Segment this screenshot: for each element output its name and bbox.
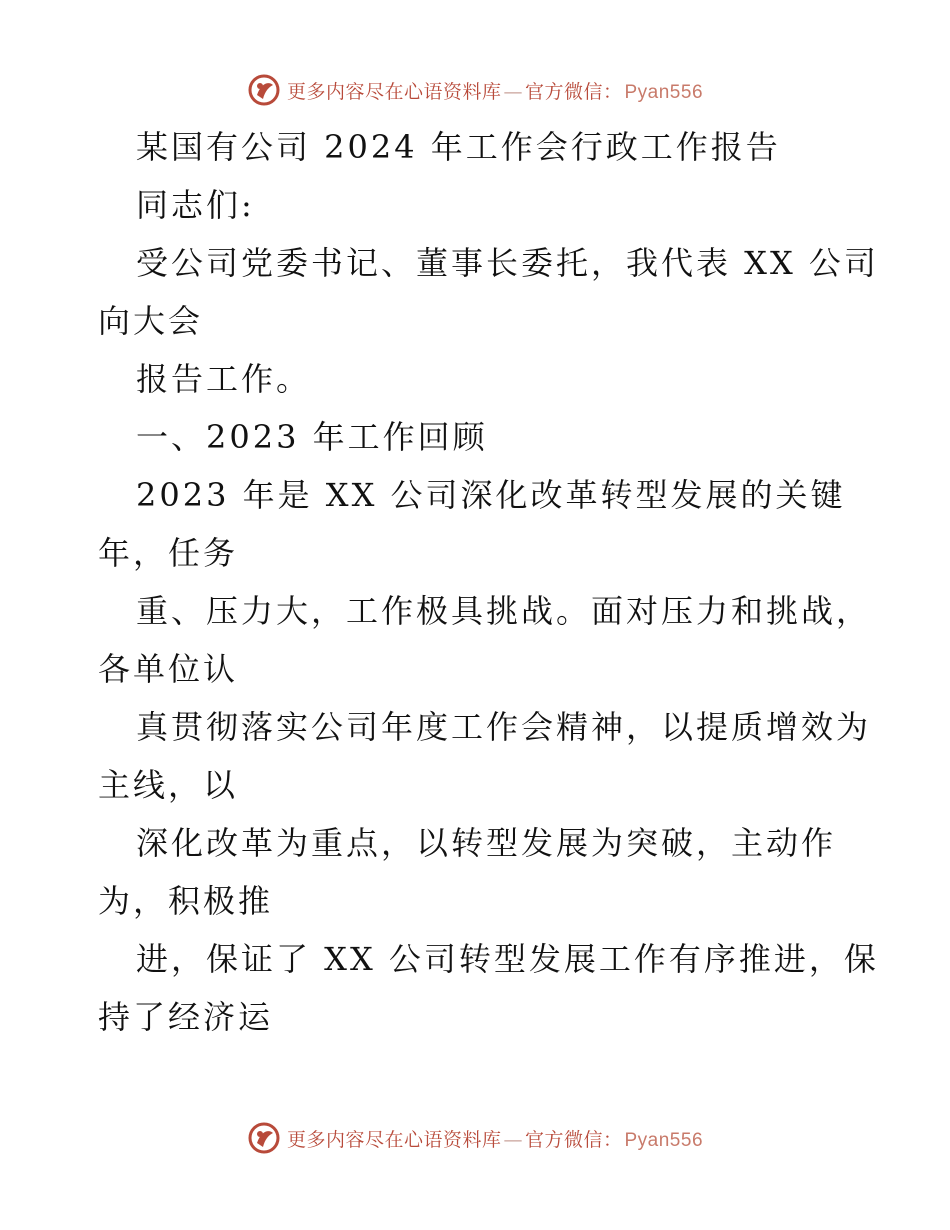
section-heading: 一、2023 年工作回顾 — [136, 418, 488, 456]
text-line: 受公司党委书记、董事长委托，我代表 XX 公司 — [136, 244, 879, 282]
footer-watermark — [0, 1118, 950, 1158]
document-title: 某国有公司 2024 年工作会行政工作报告 — [136, 128, 781, 166]
text-line: 真贯彻落实公司年度工作会精神，以提质增效为 — [136, 708, 872, 746]
watermark-wechat-label: 官方微信： — [524, 1128, 623, 1151]
text-line: 年，任务 — [98, 534, 239, 572]
watermark-wechat-id: Pyan556 — [624, 1129, 704, 1151]
watermark-separator: — — [503, 80, 523, 103]
text-line: 向大会 — [98, 302, 204, 340]
text-line: 为，积极推 — [98, 882, 274, 920]
salutation: 同志们: — [136, 186, 255, 224]
header-watermark — [0, 70, 950, 110]
text-line: 持了经济运 — [98, 998, 274, 1036]
text-line: 重、压力大，工作极具挑战。面对压力和挑战， — [136, 592, 872, 630]
logo-icon — [247, 1121, 281, 1155]
watermark-wechat-label: 官方微信： — [524, 80, 623, 103]
text-line: 进，保证了 XX 公司转型发展工作有序推进，保 — [136, 940, 879, 978]
logo-icon — [247, 73, 281, 107]
text-line: 报告工作。 — [136, 360, 312, 398]
watermark-brand: 更多内容尽在心语资料库 — [286, 80, 502, 103]
text-line: 2023 年是 XX 公司深化改革转型发展的关键 — [136, 476, 846, 514]
watermark-brand: 更多内容尽在心语资料库 — [286, 1128, 502, 1151]
watermark-separator: — — [503, 1128, 523, 1151]
text-line: 深化改革为重点，以转型发展为突破，主动作 — [136, 824, 837, 862]
text-line: 主线，以 — [98, 766, 239, 804]
document-body — [98, 118, 879, 1046]
text-line: 各单位认 — [98, 650, 239, 688]
watermark-wechat-id: Pyan556 — [624, 81, 704, 103]
